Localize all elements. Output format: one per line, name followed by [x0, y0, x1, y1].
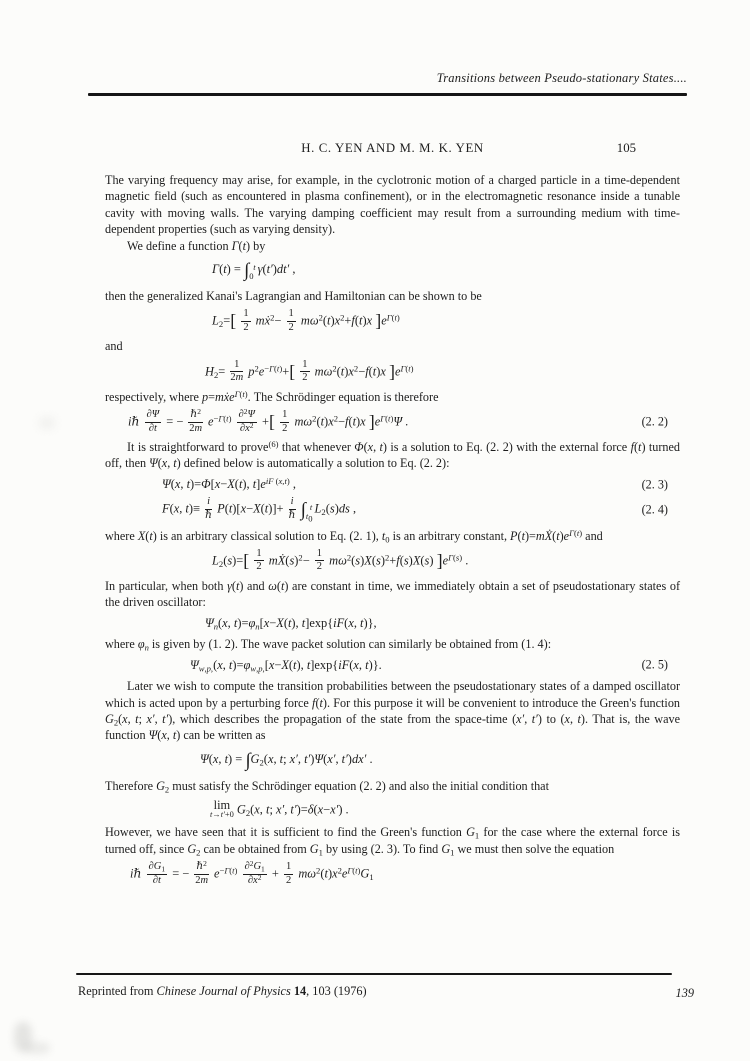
- authors-line: [105, 141, 680, 156]
- paragraph: where $\varphi_n$ is given by (1. 2). The wave packet solution can similarly be obtained from (1. 4):: [105, 637, 552, 653]
- paragraph: However, we have seen that it is sufficient to find the Green's function $G_1$ for the case where the external force is turned off, since $G_2$ can be obtained from $G_1$ by using (2. 3). To find $G_1$ we must then solve the equation: [105, 825, 680, 858]
- footer-line: [78, 984, 694, 999]
- paragraph: Therefore $G_2$ must satisfy the Schrödinger equation (2. 2) and also the initial condition that: [105, 778, 549, 795]
- equation-content: $H_2=$ $\frac{1}{2m}$ $p^2e^{-\Gamma(t)}+$[ $\frac{1}{2}$ $m\omega^2(t)x^2-f(t)x$ ]$e^{\Gamma(t)}$: [205, 358, 414, 384]
- equation-content: iℏ $\frac{\partial\Psi}{\partial t}$ = − ℏ$^2$ 2m $e^{-\Gamma(t)}$ $\frac{\partial^2\Psi}{\partial x^2}$ +[ $\frac{1}{2}$ $m\omega^2(t)x^2-f(t)x$ ]$e^{\Gamma(t)}\Psi$ .: [128, 407, 409, 434]
- running-head-title: Transitions between Pseudo-stationary States....: [436, 71, 687, 85]
- paragraph: The varying frequency may arise, for example, in the cyclotronic motion of a charged particle in a time-dependent magnetic field (such as encountered in plasma confinement), or in the electromagnetic resonance inside a tunable cavity with moving walls. The varying damping coefficient may result from a surrounding medium with time-dependent properties (such as varying density).: [105, 173, 680, 237]
- equation-content: $L_2=$[ $\frac{1}{2}$ mẋ$^2$− $\frac{1}{2}$ $m\omega^2(t)x^2+f(t)x$ ]$e^{\Gamma(t)}$: [212, 308, 400, 333]
- scan-smudge: [40, 418, 54, 428]
- page-number-bottom: 139: [675, 986, 694, 1000]
- paragraph: respectively, where p=mẋe$^{\Gamma(t)}$. The Schrödinger equation is therefore: [105, 388, 439, 404]
- equation: [105, 799, 680, 819]
- equation-content: $\Psi_n(x$, $t)=\varphi_n[x-X(t)$, t]exp{iF(x, t)},: [205, 615, 377, 632]
- equation-content: F(x, t)≡ i ℏ P(t)[x−X(t)]+ i ℏ ∫ t $t_0$ $L_2(s)ds$ ,: [162, 496, 357, 524]
- equation: [105, 497, 680, 522]
- reprint-note: Reprinted from Chinese Journal of Physics 14, 103 (1976): [78, 984, 367, 998]
- equation-number: (2. 2): [641, 414, 668, 429]
- paragraph: It is straightforward to prove$^{(6)}$ that whenever Φ(x, t) is a solution to Eq. (2. 2) with the external force f(t) turned off, then Ψ(x, t) defined below is automatically a solution to Eq. (2. 2):: [105, 439, 681, 471]
- paragraph: then the generalized Kanai's Lagrangian and Hamiltonian can be shown to be: [105, 288, 482, 303]
- equation: [105, 658, 680, 674]
- footer-rule: [76, 973, 672, 975]
- equation: [105, 360, 680, 384]
- equation-content: $\Psi_{w,p,}(x$, $t)=\varphi_{w,p,}[x-X(t)$, t]exp{iF(x, t)}.: [190, 657, 382, 674]
- equation-number: (2. 4): [641, 502, 668, 517]
- equation: [105, 309, 680, 333]
- paragraph: and: [105, 339, 123, 354]
- equation-number: (2. 5): [641, 657, 668, 672]
- equation: [105, 259, 680, 283]
- paragraph: In particular, when both γ(t) and ω(t) are constant in time, we immediately obtain a set of pseudostationary states of the driven oscillator:: [105, 578, 681, 610]
- article-body: [105, 172, 680, 891]
- equation: [105, 549, 680, 573]
- equation: [105, 616, 680, 632]
- paragraph: Later we wish to compute the transition probabilities between the pseudostationary states of a damped oscillator which is acted upon by a perturbing force f(t). For this purpose it will be convenient to introduce the Green's function $G_2(x$, t; x′, t′), which describes the propagation of the state from the space-time (x′, t′) to (x, t). That is, the wave function Ψ(x, t) can be written as: [105, 679, 681, 743]
- paragraph: We define a function Γ(t) by: [127, 238, 266, 253]
- equation-content: Γ(t) = ∫ t 0 γ(t′)dt′ ,: [212, 260, 296, 282]
- equation-content: Ψ(x, $t) = \int G_2(x$, t; x′, t′)Ψ(x′, t′)dx′ .: [200, 749, 373, 771]
- equation-content: Ψ(x, t)=Φ[x−X(t), $t]e^{iF (x,t)}$ ,: [162, 475, 296, 491]
- equation-content: lim t→t′+0 $G_2(x$, t; x′, t′)=δ(x−x′) .: [210, 797, 349, 820]
- authors: H. C. YEN AND M. M. K. YEN: [301, 141, 484, 155]
- scan-smudge: [24, 1042, 50, 1054]
- equation: [105, 859, 680, 886]
- equation: [105, 477, 680, 493]
- header-rule: [88, 93, 687, 96]
- equation: [105, 749, 680, 773]
- paragraph: where X(t) is an arbitrary classical solution to Eq. (2. 1), $t_0$ is an arbitrary constant, $P(t)=mẊ(t)e^{\Gamma(t)}$ and: [105, 527, 603, 545]
- equation-content: iℏ $\frac{\partial G_1}{\partial t}$ = − ℏ$^2$ 2m $e^{-\Gamma(t)}$ $\frac{\partial^2G_1}{\partial x^2}$ + $\frac{1}{2}$ $m\omega^2(t)x^2e^{\Gamma(t)}G_1$: [130, 859, 374, 886]
- equation-content: $L_2(s)=$[ $\frac{1}{2}$ $mẊ(s)^2-$ $\frac{1}{2}$ $m\omega^2(s)X(s)^2+f(s)X(s)$ ]$e^{\Gamma(s)}$ .: [212, 547, 469, 573]
- equation-number: (2. 3): [641, 476, 668, 491]
- page-number-top: 105: [616, 141, 636, 155]
- equation: [105, 407, 680, 434]
